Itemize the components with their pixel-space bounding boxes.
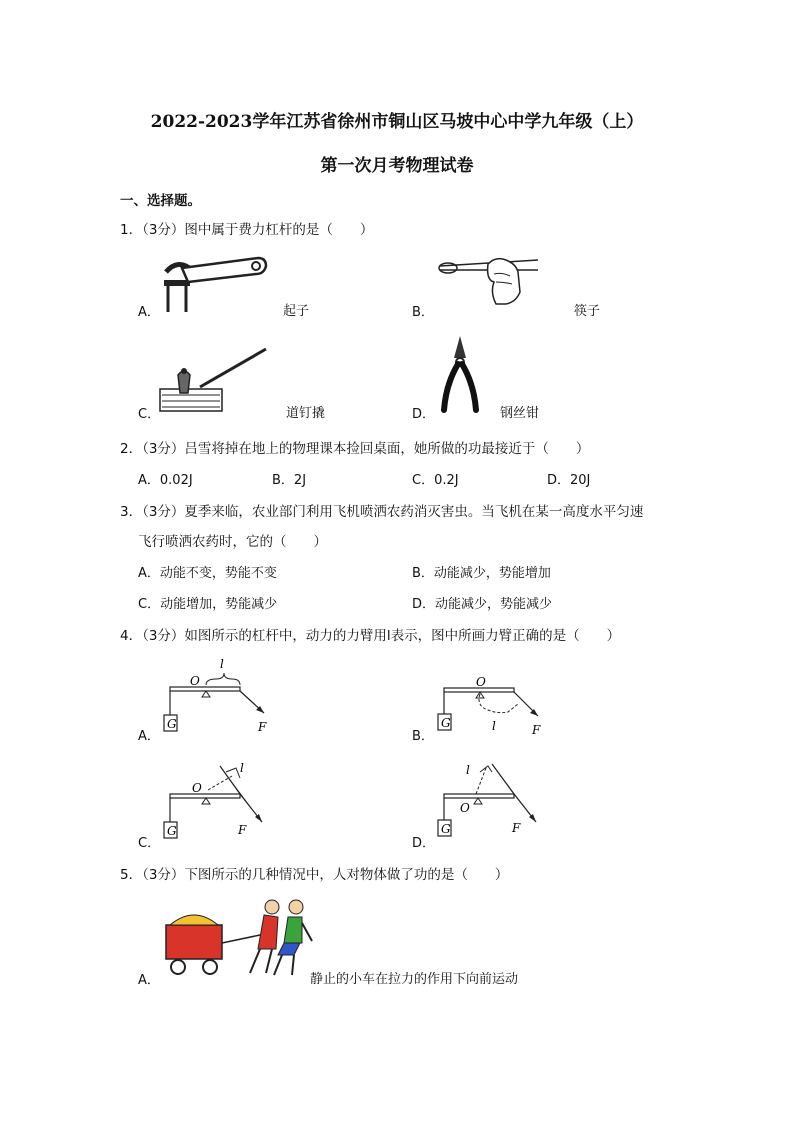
q4-a-g-label: G — [167, 717, 177, 731]
q2-option-c: C．0.2J — [412, 473, 459, 488]
q4-option-b-letter: B． — [412, 729, 434, 744]
q1-option-d-letter: D． — [412, 407, 436, 422]
q4-b-f-label: F — [532, 723, 541, 737]
pliers-image — [436, 334, 484, 414]
spike-puller-image — [160, 345, 270, 417]
q1-option-a-caption: 起子 — [283, 304, 310, 319]
q3-stem-line2: 飞行喷洒农药时，它的（ ） — [138, 534, 327, 550]
q5-stem: 5．（3分）下图所示的几种情况中，人对物体做了功的是（ ） — [120, 867, 509, 883]
q3-stem-line1: 3．（3分）夏季来临，农业部门利用飞机喷洒农药消灭害虫。当飞机在某一高度水平匀速 — [120, 504, 644, 520]
q4-stem: 4．（3分）如图所示的杠杆中，动力的力臂用l表示，图中所画力臂正确的是（ ） — [120, 628, 621, 644]
q4-b-g-label: G — [441, 716, 451, 730]
q1-option-d-caption: 钢丝钳 — [500, 406, 540, 421]
q4-c-f-label: F — [238, 823, 247, 837]
chopsticks-image — [436, 252, 542, 308]
q2-stem: 2．（3分）吕雪将掉在地上的物理课本捡回桌面，她所做的功最接近于（ ） — [120, 441, 590, 457]
q2-option-b: B．2J — [272, 473, 307, 488]
q4-d-l-label: l — [466, 763, 470, 777]
q3-option-d: D．动能减少，势能减少 — [412, 597, 553, 612]
q4-d-o-label: O — [460, 801, 470, 815]
q4-b-o-label: O — [476, 675, 486, 689]
q3-option-c: C．动能增加，势能减少 — [138, 597, 278, 612]
q4-d-g-label: G — [441, 822, 451, 836]
paper-title-line1: 2022-2023学年江苏省徐州市铜山区马坡中心中学九年级（上） — [150, 112, 644, 132]
q1-stem: 1．（3分）图中属于费力杠杆的是（ ） — [120, 222, 374, 238]
q2-option-d: D．20J — [547, 473, 591, 488]
q3-option-b: B．动能减少，势能增加 — [412, 566, 551, 581]
q1-option-c-letter: C． — [138, 407, 161, 422]
lever-diagram-a — [160, 655, 280, 735]
section-heading: 一、选择题。 — [120, 193, 201, 209]
q4-option-c-letter: C． — [138, 836, 161, 851]
q4-option-a-letter: A． — [138, 729, 160, 744]
lever-diagram-d — [436, 760, 556, 840]
q4-d-f-label: F — [512, 821, 521, 835]
q2-option-a: A．0.02J — [138, 473, 193, 488]
q1-option-a-letter: A． — [138, 305, 160, 320]
q5-option-a-letter: A． — [138, 973, 160, 988]
q4-a-f-label: F — [258, 720, 267, 734]
lever-diagram-b — [436, 672, 556, 738]
q5-option-a-caption: 静止的小车在拉力的作用下向前运动 — [310, 972, 519, 987]
q4-c-l-label: l — [240, 761, 244, 775]
q1-option-c-caption: 道钉撬 — [286, 406, 326, 421]
q4-a-o-label: O — [190, 674, 200, 688]
pulling-cart-image — [160, 893, 320, 981]
paper-title-line2: 第一次月考物理试卷 — [320, 156, 474, 176]
q4-a-l-label: l — [220, 657, 224, 671]
q1-option-b-letter: B． — [412, 305, 434, 320]
q4-option-d-letter: D． — [412, 836, 436, 851]
lever-diagram-c — [160, 760, 280, 840]
bottle-opener-image — [158, 252, 270, 314]
q4-b-l-label: l — [492, 719, 496, 733]
q4-c-o-label: O — [192, 781, 202, 795]
q3-option-a: A．动能不变，势能不变 — [138, 566, 277, 581]
q1-option-b-caption: 筷子 — [574, 304, 601, 319]
q4-c-g-label: G — [167, 824, 177, 838]
